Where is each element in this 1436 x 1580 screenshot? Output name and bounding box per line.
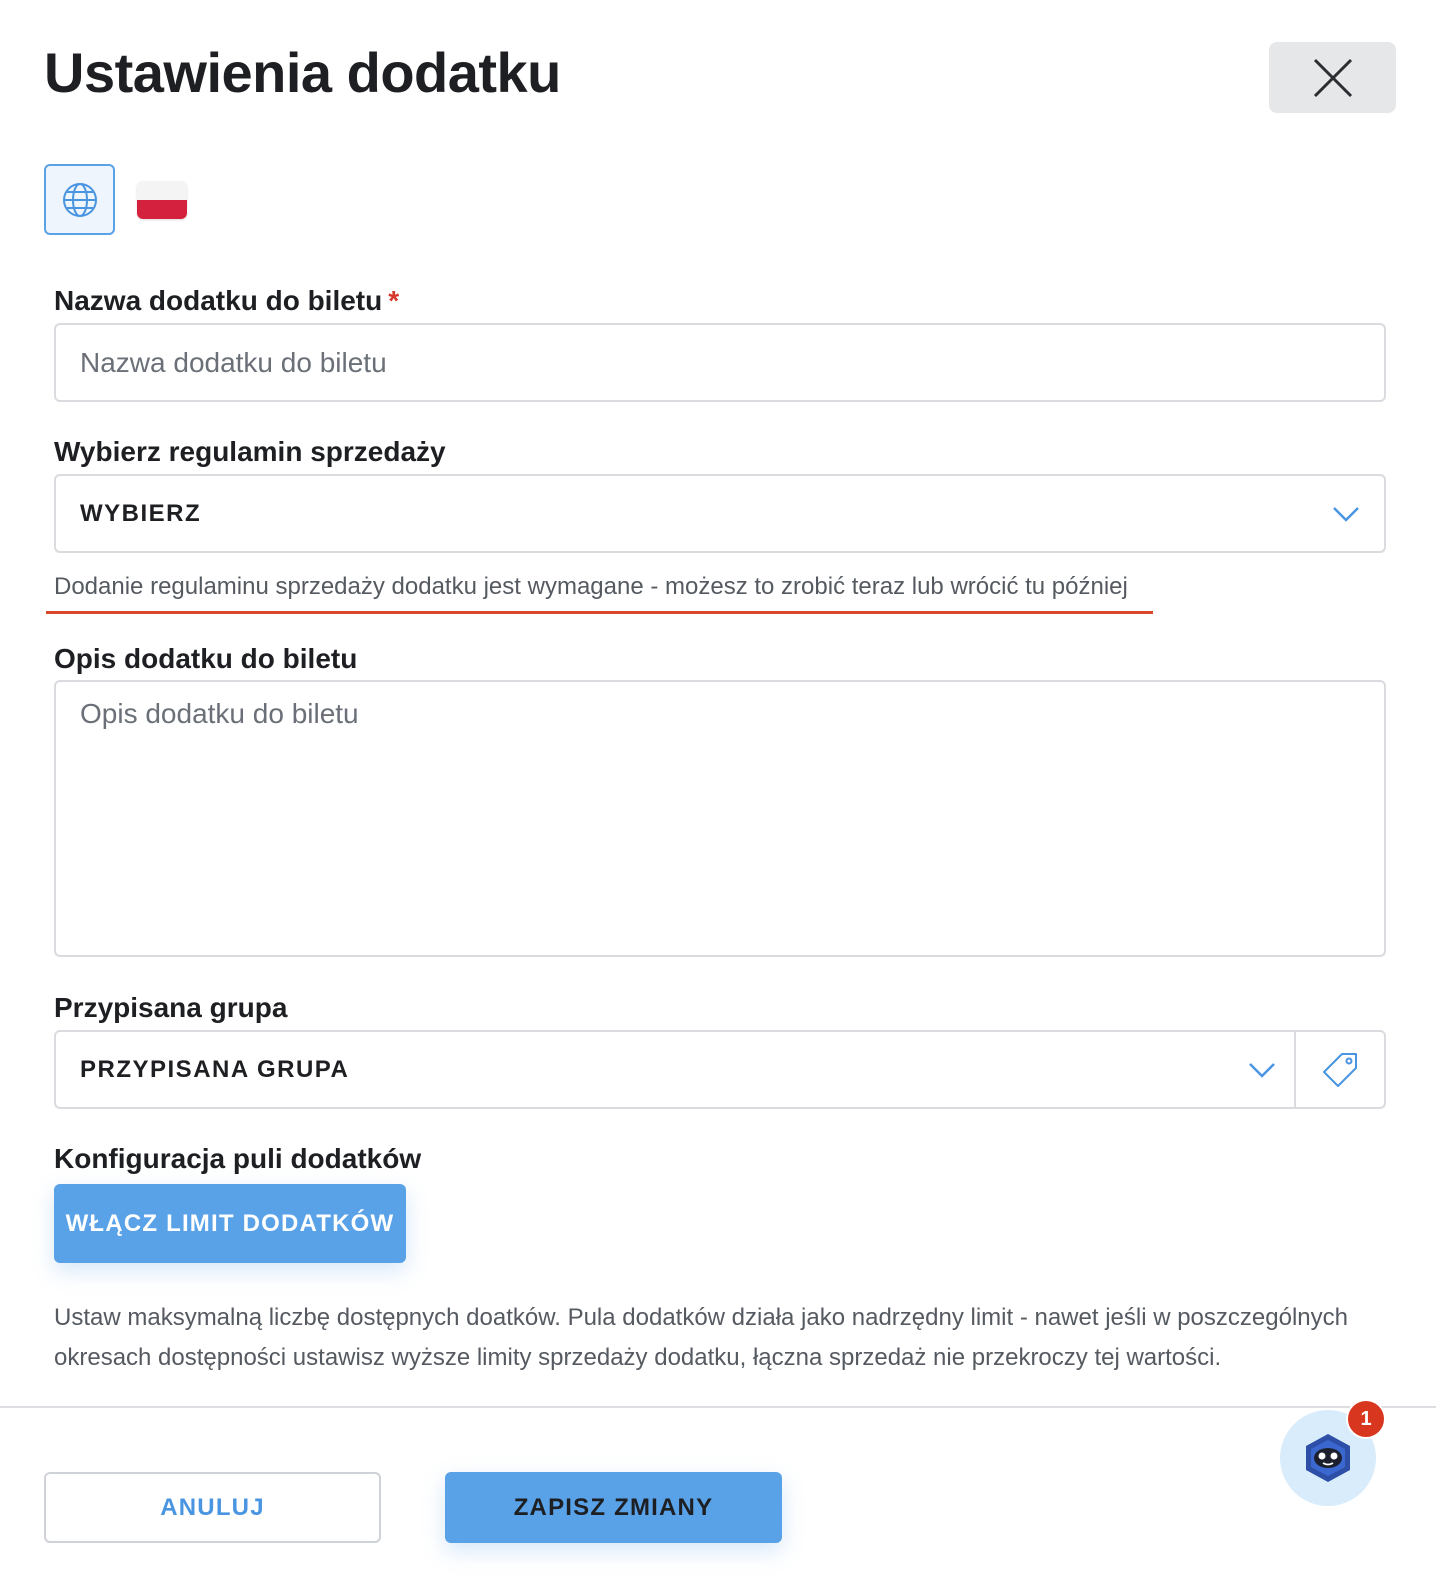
chatbot-icon xyxy=(1300,1430,1356,1486)
close-button[interactable] xyxy=(1269,42,1396,113)
tag-icon xyxy=(1321,1051,1359,1089)
hint-underline xyxy=(46,611,1153,614)
terms-required-hint: Dodanie regulaminu sprzedaży dodatku jest wymagane - możesz to zrobić teraz lub wrócić tu później xyxy=(54,573,1128,600)
language-switcher xyxy=(44,164,187,235)
name-input[interactable]: Nazwa dodatku do biletu xyxy=(54,323,1386,402)
close-icon xyxy=(1311,56,1355,100)
footer-divider xyxy=(0,1406,1436,1408)
page-title: Ustawienia dodatku xyxy=(44,41,561,104)
enable-limit-button[interactable]: WŁĄCZ LIMIT DODATKÓW xyxy=(54,1184,406,1263)
description-textarea[interactable]: Opis dodatku do biletu xyxy=(54,680,1386,957)
name-label: Nazwa dodatku do biletu * xyxy=(54,285,400,316)
terms-select[interactable] xyxy=(54,474,1386,553)
pool-description: Ustaw maksymalną liczbę dostępnych doatków. Pula dodatków działa jako nadrzędny limit - nawet jeśli w poszczególnych okresach dostępności ustawisz wyższe limity sprzedaży dodatku, łączna sprzedaż nie przekroczy tej wartości. xyxy=(54,1304,1348,1371)
cancel-button[interactable]: ANULUJ xyxy=(44,1472,381,1543)
poland-flag-icon[interactable] xyxy=(137,181,187,219)
chevron-down-icon xyxy=(1248,1062,1276,1078)
terms-label: Wybierz regulamin sprzedaży xyxy=(54,436,446,467)
manage-groups-button[interactable] xyxy=(1294,1032,1384,1107)
chevron-down-icon xyxy=(1332,506,1360,522)
pool-config-label: Konfiguracja puli dodatków xyxy=(54,1143,422,1174)
required-mark: * xyxy=(388,285,400,316)
description-label: Opis dodatku do biletu xyxy=(54,643,358,674)
terms-select-value: WYBIERZ xyxy=(80,499,202,527)
group-field xyxy=(54,1030,1386,1109)
group-select[interactable] xyxy=(56,1032,1294,1107)
group-label: Przypisana grupa xyxy=(54,992,288,1023)
group-select-value: PRZYPISANA GRUPA xyxy=(80,1055,350,1083)
language-default-button[interactable] xyxy=(44,164,115,235)
globe-icon xyxy=(61,181,99,219)
save-button[interactable]: ZAPISZ ZMIANY xyxy=(445,1472,782,1543)
notification-badge: 1 xyxy=(1346,1399,1386,1439)
